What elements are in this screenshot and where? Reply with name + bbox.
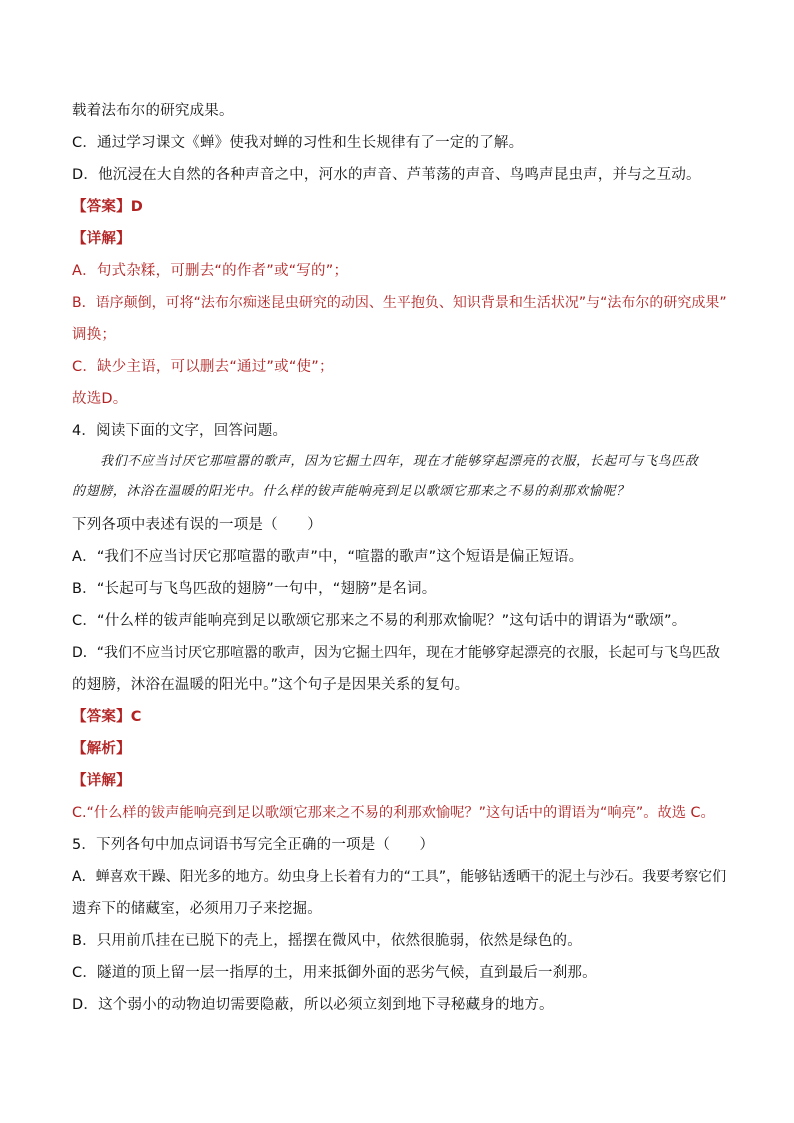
q4-stem: 4．阅读下面的文字，回答问题。	[72, 423, 288, 439]
q4-question: 下列各项中表述有误的一项是（ ）	[72, 517, 322, 533]
q5-option-d: D．这个弱小的动物迫切需要隐蔽，所以必须立刻到地下寻秘藏身的地方。	[72, 997, 554, 1013]
q5-option-c: C．隧道的顶上留一层一指厚的土，用来抵御外面的恶劣气候，直到最后一刹那。	[72, 965, 597, 981]
q5-option-a-line1: A．蝉喜欢干躁、阳光多的地方。幼虫身上长着有力的“工具”，能够钻透晒干的泥土与沙石。我要考察它们	[72, 869, 727, 885]
q4-option-d-line1: D．“我们不应当讨厌它那喧嚣的歌声，因为它掘土四年，现在才能够穿起漂亮的衣服，长起可与飞鸟匹敌	[72, 645, 721, 661]
q5-stem: 5．下列各句中加点词语书写完全正确的一项是（ ）	[72, 837, 435, 853]
q3-option-d: D．他沉浸在大自然的各种声音之中，河水的声音、芦苇荡的声音、鸟鸣声昆虫声，并与之互动。	[72, 167, 701, 183]
q4-answer: 【答案】C	[72, 709, 142, 725]
q3-detail-c: C．缺少主语，可以删去“通过”或“使”；	[72, 359, 334, 375]
q5-option-b: B．只用前爪挂在已脱下的壳上，摇摆在微风中，依然很脆弱，依然是绿色的。	[72, 933, 582, 949]
q3-detail-header: 【详解】	[72, 231, 131, 247]
q3-conclusion: 故选D。	[72, 391, 128, 407]
q4-option-a: A．“我们不应当讨厌它那喧嚣的歌声”中，“喧嚣的歌声”这个短语是偏正短语。	[72, 549, 584, 565]
q4-detail-header: 【详解】	[72, 773, 131, 789]
q4-passage-line1: 我们不应当讨厌它那喧嚣的歌声，因为它掘土四年，现在才能够穿起漂亮的衣服，长起可与飞鸟匹敌	[100, 454, 699, 469]
q3-answer: 【答案】D	[72, 199, 144, 215]
q3-stem-tail: 载着法布尔的研究成果。	[72, 103, 234, 119]
q4-option-c: C．“什么样的钹声能响亮到足以歌颂它那来之不易的利那欢愉呢？”这句话中的谓语为“歌颂”。	[72, 613, 687, 629]
q3-detail-a: A．句式杂糅，可删去“的作者”或“写的”；	[72, 263, 349, 279]
q3-detail-b-line2: 调换；	[72, 327, 117, 343]
q3-detail-b-line1: B．语序颠倒，可将“法布尔痴迷昆虫研究的动因、生平抱负、知识背景和生活状况”与“法布尔的研究成果”	[72, 295, 727, 311]
q4-detail: C.“什么样的钹声能响亮到足以歌颂它那来之不易的利那欢愉呢？”这句话中的谓语为“响亮”。故选 C。	[72, 805, 715, 821]
q4-option-b: B．“长起可与飞鸟匹敌的翅膀”一句中，“翅膀”是名词。	[72, 581, 437, 597]
q4-option-d-line2: 的翅膀，沐浴在温暖的阳光中。”这个句子是因果关系的复句。	[72, 677, 470, 693]
q5-option-a-line2: 遗弃下的储藏室，必须用刀子来挖掘。	[72, 901, 322, 917]
q4-analysis-header: 【解析】	[72, 741, 131, 757]
q4-passage-line2: 的翅膀，沐浴在温暖的阳光中。什么样的钹声能响亮到足以歌颂它那来之不易的刹那欢愉呢？	[72, 484, 630, 499]
q3-option-c: C．通过学习课文《蝉》使我对蝉的习性和生长规律有了一定的了解。	[72, 135, 524, 151]
